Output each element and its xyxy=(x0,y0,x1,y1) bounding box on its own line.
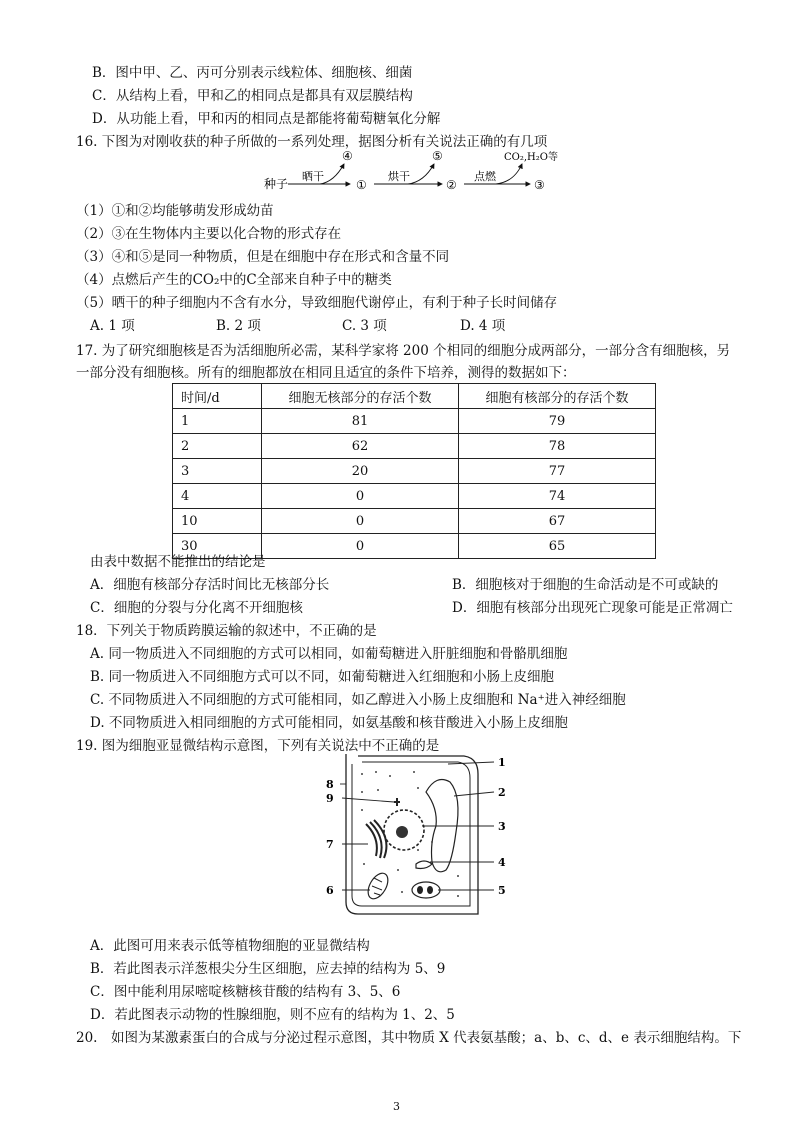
chloroplast xyxy=(412,882,440,898)
q18-option-b: B. 同一物质进入不同细胞方式可以不同，如葡萄糖进入红细胞和小肠上皮细胞 xyxy=(90,669,555,685)
table-row xyxy=(173,459,656,484)
q15-option-d: D．从功能上看，甲和丙的相同点是都能将葡萄糖氧化分解 xyxy=(92,111,441,127)
q19-label-1: 1 xyxy=(498,756,506,769)
table-header-no-nucleus: 细胞无核部分的存活个数 xyxy=(262,384,459,409)
q19-label-5: 5 xyxy=(498,884,506,897)
table-cell: 0 xyxy=(262,534,459,559)
table-header-with-nucleus: 细胞有核部分的存活个数 xyxy=(459,384,656,409)
table-cell: 74 xyxy=(459,484,656,509)
q18-option-a: A. 同一物质进入不同细胞的方式可以相同，如葡萄糖进入肝脏细胞和骨骼肌细胞 xyxy=(90,646,568,662)
table-cell: 3 xyxy=(173,459,262,484)
table-cell: 62 xyxy=(262,434,459,459)
table-row xyxy=(173,409,656,434)
q16-out3-label: ③ xyxy=(534,178,545,192)
q17-prompt: 由表中数据不能推出的结论是 xyxy=(90,554,266,570)
q17-data-table xyxy=(172,383,656,559)
q16-statement-2: （2）③在生物体内主要以化合物的形式存在 xyxy=(76,226,342,242)
q19-label-8: 8 xyxy=(326,778,334,791)
q19-label-9: 9 xyxy=(326,792,334,805)
q19-option-d: D．若此图表示动物的性腺细胞，则不应有的结构为 1、2、5 xyxy=(90,1007,455,1023)
table-cell: 1 xyxy=(173,409,262,434)
table-cell: 81 xyxy=(262,409,459,434)
page-number: 3 xyxy=(393,1100,400,1113)
table-header-time: 时间/d xyxy=(173,384,262,409)
q19-label-2: 2 xyxy=(498,786,506,799)
q17-option-d: D．细胞有核部分出现死亡现象可能是正常凋亡 xyxy=(452,600,733,616)
table-cell: 0 xyxy=(262,484,459,509)
table-cell: 10 xyxy=(173,509,262,534)
table-row xyxy=(173,509,656,534)
q18-option-d: D. 不同物质进入相同细胞的方式可能相同，如氨基酸和核苷酸进入小肠上皮细胞 xyxy=(90,715,568,731)
nucleolus xyxy=(396,826,408,838)
q16-statement-3: （3）④和⑤是同一种物质，但是在细胞中存在形式和含量不同 xyxy=(76,249,450,265)
q16-process-diagram xyxy=(262,148,562,194)
q17-option-b: B．细胞核对于细胞的生命活动是不可或缺的 xyxy=(452,577,719,593)
table-cell: 20 xyxy=(262,459,459,484)
table-cell: 2 xyxy=(173,434,262,459)
q16-step3-label: 点燃 xyxy=(474,170,496,183)
q16-option-d: D. 4 项 xyxy=(460,318,506,334)
table-cell: 77 xyxy=(459,459,656,484)
q16-side2-label: ⑤ xyxy=(432,149,443,163)
q19-label-7: 7 xyxy=(326,838,334,851)
q16-stem: 16. 下图为对刚收获的种子所做的一系列处理，据图分析有关说法正确的有几项 xyxy=(76,134,548,150)
table-row xyxy=(173,434,656,459)
q16-step1-label: 晒干 xyxy=(302,170,324,183)
table-cell: 0 xyxy=(262,509,459,534)
q16-option-c: C. 3 项 xyxy=(342,318,387,334)
table-cell: 78 xyxy=(459,434,656,459)
q19-label-3: 3 xyxy=(498,820,506,833)
q16-out1-label: ① xyxy=(356,178,367,192)
q16-statement-1: （1）①和②均能够萌发形成幼苗 xyxy=(76,203,274,219)
q16-side3-label: CO₂,H₂O等 xyxy=(504,152,558,163)
table-cell: 79 xyxy=(459,409,656,434)
q19-stem: 19. 图为细胞亚显微结构示意图，下列有关说法中不正确的是 xyxy=(76,738,440,754)
table-cell: 67 xyxy=(459,509,656,534)
q19-label-6: 6 xyxy=(326,884,334,897)
q16-statement-4: （4）点燃后产生的CO₂中的C全部来自种子中的糖类 xyxy=(76,272,392,288)
q15-option-b: B．图中甲、乙、丙可分别表示线粒体、细胞核、细菌 xyxy=(92,65,413,81)
table-cell: 65 xyxy=(459,534,656,559)
q17-option-a: A．细胞有核部分存活时间比无核部分长 xyxy=(90,577,330,593)
q16-out2-label: ② xyxy=(446,178,457,192)
q16-option-a: A. 1 项 xyxy=(90,318,135,334)
table-cell: 30 xyxy=(173,534,262,559)
q16-statement-5: （5）晒干的种子细胞内不含有水分，导致细胞代谢停止，有利于种子长时间储存 xyxy=(76,295,558,311)
q19-option-a: A．此图可用来表示低等植物细胞的亚显微结构 xyxy=(90,938,370,954)
table-header-row xyxy=(173,384,656,409)
q17-stem-line1: 17. 为了研究细胞核是否为活细胞所必需，某科学家将 200 个相同的细胞分成两部分，一部分含有细胞核，另 xyxy=(76,343,731,359)
q16-side1-label: ④ xyxy=(342,149,353,163)
centrosome xyxy=(394,798,400,806)
q17-option-c: C．细胞的分裂与分化离不开细胞核 xyxy=(90,600,303,616)
q19-option-c: C．图中能利用尿嘧啶核糖核苷酸的结构有 3、5、6 xyxy=(90,984,401,1000)
endoplasmic-reticulum xyxy=(416,861,432,869)
mitochondrion xyxy=(364,870,392,902)
q18-option-c: C. 不同物质进入不同细胞的方式可能相同，如乙醇进入小肠上皮细胞和 Na⁺进入神经细胞 xyxy=(90,692,626,708)
q17-stem-line2: 一部分没有细胞核。所有的细胞都放在相同且适宜的条件下培养，测得的数据如下： xyxy=(76,365,576,381)
table-row xyxy=(173,484,656,509)
q16-step2-label: 烘干 xyxy=(388,170,410,183)
q15-option-c: C．从结构上看，甲和乙的相同点是都具有双层膜结构 xyxy=(92,88,413,104)
q19-label-4: 4 xyxy=(498,856,506,869)
q20-stem: 20. 如图为某激素蛋白的合成与分泌过程示意图，其中物质 X 代表氨基酸；a、b、c、d、e 表示细胞结构。下 xyxy=(76,1030,742,1046)
q19-cell-diagram xyxy=(318,752,518,918)
q18-stem: 18．下列关于物质跨膜运输的叙述中，不正确的是 xyxy=(76,623,377,639)
table-cell: 4 xyxy=(173,484,262,509)
q16-option-b: B. 2 项 xyxy=(216,318,261,334)
q16-seed-label: 种子 xyxy=(264,177,289,191)
q19-option-b: B．若此图表示洋葱根尖分生区细胞，应去掉的结构为 5、9 xyxy=(90,961,446,977)
golgi xyxy=(366,820,386,858)
